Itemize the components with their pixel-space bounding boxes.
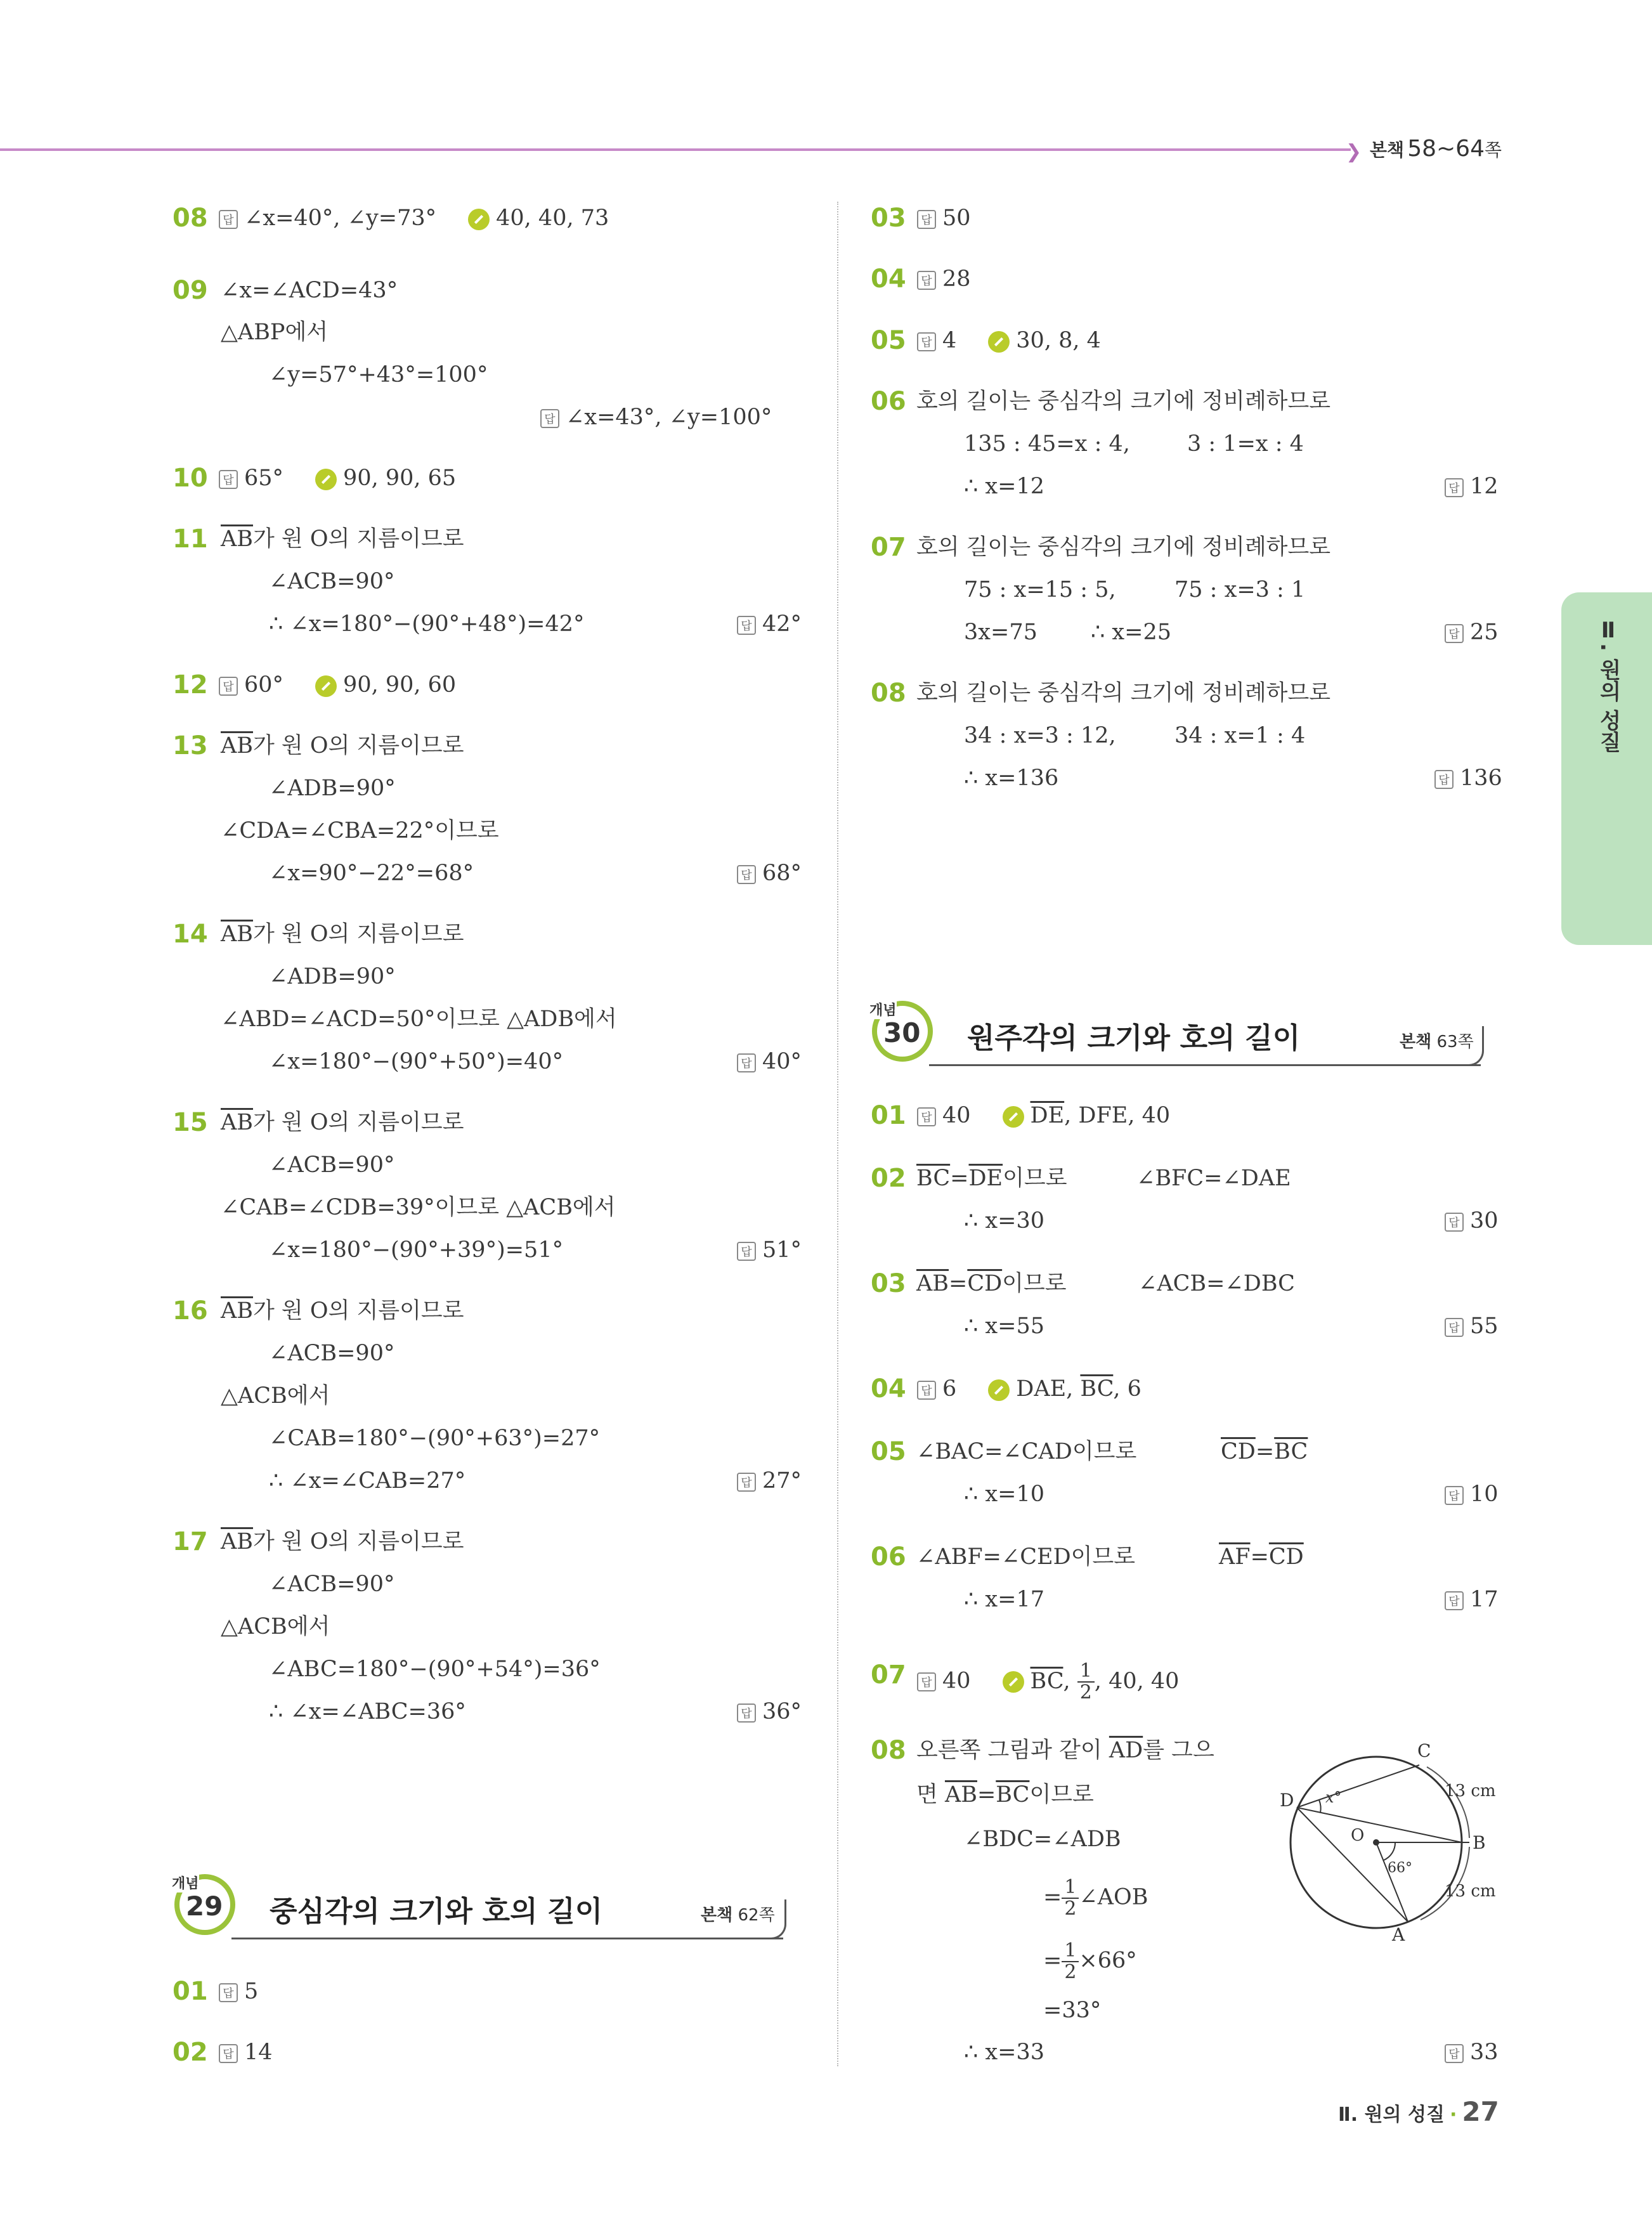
solution-line: 3 : 1=x : 4: [1187, 431, 1304, 457]
solution-line: ∠BFC=∠DAE: [1136, 1166, 1291, 1191]
fraction: [1062, 1877, 1079, 1919]
solution-line: ∴ x=30: [964, 1208, 1044, 1234]
solution-text: 가 원 O의 지름이므로: [253, 922, 464, 947]
label-d: D: [1280, 1790, 1294, 1811]
answer-value: 65°: [244, 466, 284, 491]
length-label-lower: 13 cm: [1445, 1882, 1496, 1901]
answer-icon: 답: [219, 470, 238, 489]
solution-line: [221, 920, 464, 948]
answer-value: ∠x=40°, ∠y=73°: [244, 205, 437, 231]
answer-value: 51°: [762, 1237, 802, 1263]
section-heading-29: [174, 1874, 809, 1944]
problem-number: 17: [172, 1527, 208, 1556]
section-ref-page: 62쪽: [738, 1906, 775, 1925]
answer-line: [1445, 472, 1499, 500]
solution-line: ∴ x=136: [964, 765, 1059, 791]
answer-icon: 답: [219, 210, 238, 229]
problem-number: 06: [871, 387, 906, 416]
solution-line: ∠x=∠ACD=43°: [221, 278, 398, 303]
answer-value: 40: [942, 1103, 971, 1128]
chevron-right-icon: ❯: [1346, 141, 1362, 163]
arc-label: $\overline{BC}$: [1274, 1439, 1308, 1464]
arc-label: $\overline{AB}$: [916, 1271, 949, 1296]
answer-line: [917, 1102, 1170, 1130]
answer-line: [737, 1467, 802, 1495]
answer-value: 30: [1470, 1208, 1499, 1234]
chord-dc: [1297, 1765, 1419, 1808]
solution-line: 75 : x=15 : 5,: [964, 577, 1116, 603]
segment-ab: $\overline{AB}$: [221, 733, 253, 759]
problem-number: 03: [871, 204, 906, 233]
solution-line: [1219, 1543, 1304, 1571]
answer-line: [1445, 2038, 1499, 2066]
arc-label: $\overline{DE}$: [968, 1166, 1003, 1191]
answer-value: 25: [1470, 620, 1499, 645]
segment-ab: $\overline{AB}$: [221, 922, 253, 947]
label-c: C: [1417, 1740, 1431, 1761]
section-title: 원주각의 크기와 호의 길이: [967, 1021, 1301, 1055]
answer-icon: 답: [917, 1672, 936, 1691]
solution-line: [221, 525, 464, 553]
label-b: B: [1473, 1832, 1486, 1853]
section-kind-label: 개념: [172, 1873, 199, 1892]
problem-number: 09: [172, 276, 208, 305]
solution-line: ∠CDA=∠CBA=22°이므로: [221, 818, 499, 844]
center-point: [1373, 1839, 1379, 1846]
fraction-numerator: 1: [1062, 1941, 1079, 1962]
hint-value: , DFE, 40: [1064, 1103, 1171, 1128]
solution-text: 가 원 O의 지름이므로: [253, 1529, 464, 1554]
answer-line: [737, 1698, 802, 1726]
section-heading-30: [869, 1001, 1506, 1071]
answer-line: [1445, 1207, 1499, 1235]
answer-icon: 답: [917, 332, 936, 351]
answer-value: 14: [244, 2040, 273, 2065]
fraction: [1062, 1941, 1079, 1983]
problem-number: 14: [172, 920, 208, 949]
solution-line: 135 : 45=x : 4,: [964, 431, 1130, 457]
section-number: 29: [186, 1891, 223, 1922]
solution-line: ∠ABC=180°−(90°+54°)=36°: [269, 1657, 601, 1682]
solution-line: [221, 1297, 464, 1325]
solution-line: 3x=75: [964, 620, 1037, 645]
page-range-reference: [1370, 136, 1502, 162]
answer-line: [917, 265, 971, 293]
section-number: 30: [883, 1017, 921, 1048]
answer-icon: 답: [917, 271, 936, 290]
answer-value: 12: [1470, 474, 1499, 499]
problem-number: 08: [871, 1736, 906, 1765]
answer-line: [737, 610, 802, 638]
answer-line: [540, 403, 772, 431]
solution-text: ×66°: [1079, 1948, 1137, 1974]
arc-label: $\overline{CD}$: [1221, 1439, 1256, 1464]
fraction-denominator: 2: [1064, 1898, 1077, 1920]
problem-number: 05: [871, 326, 906, 355]
problem-number: 13: [172, 731, 208, 760]
answer-icon: 답: [1445, 1318, 1464, 1337]
answer-value: ∠x=43°, ∠y=100°: [566, 405, 772, 430]
answer-value: 40: [942, 1668, 971, 1694]
answer-value: 50: [942, 205, 971, 231]
answer-value: 4: [942, 328, 957, 353]
solution-text: 가 원 O의 지름이므로: [253, 526, 464, 552]
answer-icon: 답: [1445, 624, 1464, 643]
answer-value: 6: [942, 1376, 957, 1402]
section-corner: [1457, 1026, 1484, 1066]
answer-line: [1445, 618, 1499, 646]
answer-value: 36°: [762, 1699, 802, 1724]
fraction-numerator: 1: [1077, 1661, 1095, 1683]
problem-number: 01: [172, 1977, 208, 2006]
length-label-upper: 13 cm: [1445, 1782, 1496, 1801]
solution-line: ∠ACB=90°: [269, 1152, 395, 1178]
answer-line: [1434, 764, 1502, 792]
solution-line: ∴ x=55: [964, 1313, 1044, 1339]
equals-sign: =: [949, 1271, 968, 1296]
solution-line: [916, 1781, 1094, 1809]
answer-value: 28: [942, 266, 971, 292]
arc-label: $\overline{AF}$: [1219, 1544, 1251, 1570]
footer-chapter: Ⅱ. 원의 성질: [1338, 2104, 1445, 2126]
problem-number: 04: [871, 264, 906, 294]
solution-line: 34 : x=1 : 4: [1174, 723, 1306, 748]
equals-sign: =: [977, 1782, 996, 1808]
solution-line: ∴ x=17: [964, 1587, 1044, 1612]
label-a: A: [1392, 1924, 1405, 1945]
chapter-side-tab: [1561, 592, 1652, 945]
page-range-prefix: 본책: [1370, 140, 1405, 160]
chord-db: [1297, 1808, 1462, 1842]
answer-value: 60°: [244, 672, 284, 698]
solution-line: =33°: [1043, 1998, 1102, 2023]
solution-line: [1043, 1877, 1148, 1919]
pencil-icon: [315, 469, 337, 490]
problem-number: 05: [871, 1437, 906, 1466]
solution-line: ∠y=57°+43°=100°: [269, 362, 488, 388]
problem-number: 06: [871, 1542, 906, 1572]
solution-text: 를 그으: [1143, 1738, 1214, 1763]
page-footer: [1338, 2096, 1499, 2127]
answer-icon: 답: [917, 1107, 936, 1126]
page-range: 58~64: [1407, 136, 1485, 162]
answer-line: [917, 1375, 1141, 1403]
page-range-suffix: 쪽: [1484, 140, 1502, 160]
answer-icon: 답: [540, 409, 559, 428]
solution-line: [916, 1736, 1214, 1764]
solution-text: 가 원 O의 지름이므로: [253, 1298, 464, 1324]
solution-line: ∴ x=33: [964, 2040, 1044, 2065]
solution-line: ∠CAB=180°−(90°+63°)=27°: [269, 1426, 601, 1451]
answer-icon: 답: [737, 865, 756, 884]
solution-line: 75 : x=3 : 1: [1174, 577, 1306, 603]
answer-line: [1445, 1312, 1499, 1340]
footer-dot: ·: [1449, 2104, 1457, 2126]
answer-icon: 답: [1445, 478, 1464, 497]
answer-line: [737, 1236, 802, 1264]
pencil-icon: [988, 1379, 1010, 1401]
problem-number: 08: [871, 679, 906, 708]
answer-icon: 답: [1445, 2044, 1464, 2063]
solution-text: ∠AOB: [1079, 1884, 1148, 1910]
problem-number: 07: [871, 1660, 906, 1690]
answer-value: 136: [1460, 765, 1502, 791]
fraction-denominator: 2: [1079, 1681, 1092, 1704]
problem-number: 03: [871, 1269, 906, 1298]
answer-icon: 답: [219, 677, 238, 696]
fraction-numerator: 1: [1062, 1877, 1079, 1899]
solution-line: ∠x=90°−22°=68°: [269, 861, 474, 886]
answer-line: [917, 1661, 1179, 1703]
solution-line: ∠ACB=∠DBC: [1138, 1271, 1295, 1296]
section-corner: [759, 1899, 786, 1939]
solution-line: ∴ x=12: [964, 474, 1044, 499]
answer-value: 40°: [762, 1049, 802, 1074]
solution-line: △ACB에서: [221, 1614, 330, 1639]
solution-line: ∠x=180°−(90°+39°)=51°: [269, 1237, 564, 1263]
arc-label: $\overline{BC}$: [1030, 1668, 1063, 1694]
angle-x-label: x°: [1325, 1788, 1342, 1806]
answer-value: 55: [1470, 1313, 1499, 1339]
answer-value: 27°: [762, 1468, 802, 1494]
solution-text: =: [1043, 1948, 1062, 1974]
hint-value: 30, 8, 4: [1016, 328, 1101, 353]
solution-line: ∴ ∠x=∠CAB=27°: [269, 1468, 466, 1494]
angle-66-arc: [1384, 1842, 1395, 1860]
arc-label: $\overline{DE}$: [1030, 1103, 1065, 1128]
answer-value: 17: [1470, 1587, 1499, 1612]
problem-number: 11: [172, 524, 208, 554]
section-ref-prefix: 본책: [701, 1906, 733, 1925]
hint-value: , 6: [1113, 1376, 1141, 1402]
problem-number: 15: [172, 1108, 208, 1137]
solution-text: 가 원 O의 지름이므로: [253, 1110, 464, 1135]
hint-value: DAE,: [1016, 1376, 1081, 1402]
answer-value: 42°: [762, 611, 802, 637]
solution-line: ∠CAB=∠CDB=39°이므로 △ACB에서: [221, 1195, 616, 1220]
answer-line: [917, 204, 971, 232]
answer-icon: 답: [737, 1053, 756, 1072]
answer-icon: 답: [1434, 770, 1454, 789]
section-title: 중심각의 크기와 호의 길이: [270, 1894, 603, 1928]
section-underline: [231, 1938, 783, 1939]
answer-line: [737, 1048, 802, 1076]
answer-icon: 답: [917, 1381, 936, 1400]
problem-number: 07: [871, 533, 906, 562]
hint-separator: ,: [1063, 1668, 1070, 1694]
answer-icon: 답: [737, 1242, 756, 1261]
answer-line: [219, 671, 456, 699]
arc-label: $\overline{CD}$: [1268, 1544, 1304, 1570]
answer-value: 68°: [762, 861, 802, 886]
solution-line: ∠ABD=∠ACD=50°이므로 △ADB에서: [221, 1007, 617, 1032]
pencil-icon: [988, 331, 1010, 353]
section-kind-label: 개념: [869, 1000, 897, 1019]
answer-line: [917, 327, 1101, 355]
answer-icon: 답: [737, 1473, 756, 1492]
segment-ab: $\overline{AB}$: [221, 1298, 253, 1324]
arc-label: $\overline{BC}$: [1080, 1376, 1114, 1402]
segment-ab: $\overline{AB}$: [221, 1110, 253, 1135]
answer-line: [219, 1977, 258, 2005]
problem-number: 02: [871, 1164, 906, 1193]
solution-text: =: [1043, 1884, 1062, 1910]
section-underline: [929, 1064, 1481, 1066]
solution-line: △ACB에서: [221, 1383, 330, 1409]
solution-line: ∠BDC=∠ADB: [964, 1827, 1121, 1852]
segment-ad: $\overline{AD}$: [1109, 1738, 1143, 1763]
answer-line: [219, 2038, 273, 2066]
equals-sign: =: [1255, 1439, 1275, 1464]
solution-line: ∠BAC=∠CAD이므로: [916, 1439, 1137, 1464]
answer-icon: 답: [737, 616, 756, 635]
problem-number: 08: [172, 204, 208, 233]
section-ref-prefix: 본책: [1400, 1033, 1432, 1052]
solution-text: 가 원 O의 지름이므로: [253, 733, 464, 759]
circle-diagram: [1275, 1725, 1516, 1960]
label-o: O: [1351, 1826, 1365, 1845]
problem-number: 16: [172, 1296, 208, 1326]
solution-line: [1221, 1438, 1308, 1466]
page-number: 27: [1462, 2096, 1499, 2127]
angle-66-label: 66°: [1388, 1860, 1412, 1876]
equals-sign: =: [950, 1166, 969, 1191]
solution-line: ∴ x=10: [964, 1482, 1044, 1507]
answer-line: [219, 204, 609, 232]
solution-line: ∠ACB=90°: [269, 1341, 395, 1366]
solution-text: 이므로: [1003, 1166, 1067, 1191]
solution-line: [221, 732, 464, 760]
column-divider: [837, 202, 838, 2066]
answer-line: [1445, 1480, 1499, 1508]
answer-value: 5: [244, 1979, 259, 2004]
hint-value: , 40, 40: [1094, 1668, 1180, 1694]
solution-line: 호의 길이는 중심각의 크기에 정비례하므로: [916, 681, 1331, 706]
problem-number: 10: [172, 464, 208, 493]
solution-text: 오른쪽 그림과 같이: [916, 1738, 1102, 1763]
answer-line: [1445, 1586, 1499, 1613]
segment-ab: $\overline{AB}$: [221, 526, 253, 552]
solution-line: △ABP에서: [221, 320, 328, 345]
solution-line: 호의 길이는 중심각의 크기에 정비례하므로: [916, 535, 1331, 560]
hint-value: 90, 90, 65: [343, 466, 457, 491]
solution-line: [221, 1109, 464, 1137]
segment-ab: $\overline{AB}$: [221, 1529, 253, 1554]
answer-icon: 답: [737, 1704, 756, 1723]
solution-line: ∴ ∠x=∠ABC=36°: [269, 1699, 466, 1724]
solution-line: ∠ACB=90°: [269, 569, 395, 594]
solution-line: ∠ADB=90°: [269, 776, 396, 801]
pencil-icon: [468, 209, 490, 230]
problem-number: 04: [871, 1374, 906, 1404]
arc-label: $\overline{CD}$: [967, 1271, 1003, 1296]
answer-value: 33: [1470, 2040, 1499, 2065]
solution-line: [221, 1528, 464, 1556]
pencil-icon: [315, 675, 337, 697]
solution-text: 이므로: [1002, 1271, 1067, 1296]
solution-line: ∠ABF=∠CED이므로: [916, 1544, 1136, 1570]
answer-icon: 답: [1445, 1591, 1464, 1610]
hint-value: 40, 40, 73: [496, 205, 609, 231]
arc-label: $\overline{AB}$: [944, 1782, 977, 1808]
answer-icon: 답: [1445, 1213, 1464, 1232]
problem-number: 01: [871, 1101, 906, 1130]
answer-icon: 답: [219, 1983, 238, 2002]
solution-line: ∴ ∠x=180°−(90°+48°)=42°: [269, 611, 585, 637]
answer-icon: 답: [219, 2044, 238, 2063]
arc-label: $\overline{BC}$: [996, 1782, 1030, 1808]
answer-icon: 답: [917, 210, 936, 229]
solution-line: [916, 1164, 1067, 1192]
pencil-icon: [1003, 1106, 1024, 1128]
answer-value: 10: [1470, 1482, 1499, 1507]
section-ref-page: 63쪽: [1436, 1033, 1474, 1052]
fraction: [1077, 1661, 1095, 1703]
solution-line: ∠ADB=90°: [269, 964, 396, 989]
angle-x-arc: [1319, 1800, 1321, 1813]
solution-line: ∴ x=25: [1091, 620, 1171, 645]
equals-sign: =: [1250, 1544, 1269, 1570]
hint-value: 90, 90, 60: [343, 672, 457, 698]
pencil-icon: [1003, 1671, 1024, 1693]
solution-line: [1043, 1941, 1137, 1983]
solution-line: ∠ACB=90°: [269, 1572, 395, 1597]
solution-text: 이므로: [1029, 1782, 1094, 1808]
header-rule: [0, 148, 1351, 151]
solution-line: ∠x=180°−(90°+50°)=40°: [269, 1049, 564, 1074]
chapter-side-tab-label: Ⅱ. 원의 성질: [1596, 618, 1621, 753]
arc-label: $\overline{BC}$: [916, 1166, 951, 1191]
solution-text: 면: [916, 1782, 938, 1808]
solution-line: 호의 길이는 중심각의 크기에 정비례하므로: [916, 389, 1331, 414]
problem-number: 02: [172, 2038, 208, 2067]
problem-number: 12: [172, 670, 208, 700]
answer-line: [219, 464, 456, 492]
fraction-denominator: 2: [1064, 1961, 1077, 1983]
answer-line: [737, 859, 802, 887]
solution-line: 34 : x=3 : 12,: [964, 723, 1116, 748]
solution-line: [916, 1270, 1067, 1298]
answer-icon: 답: [1445, 1486, 1464, 1505]
